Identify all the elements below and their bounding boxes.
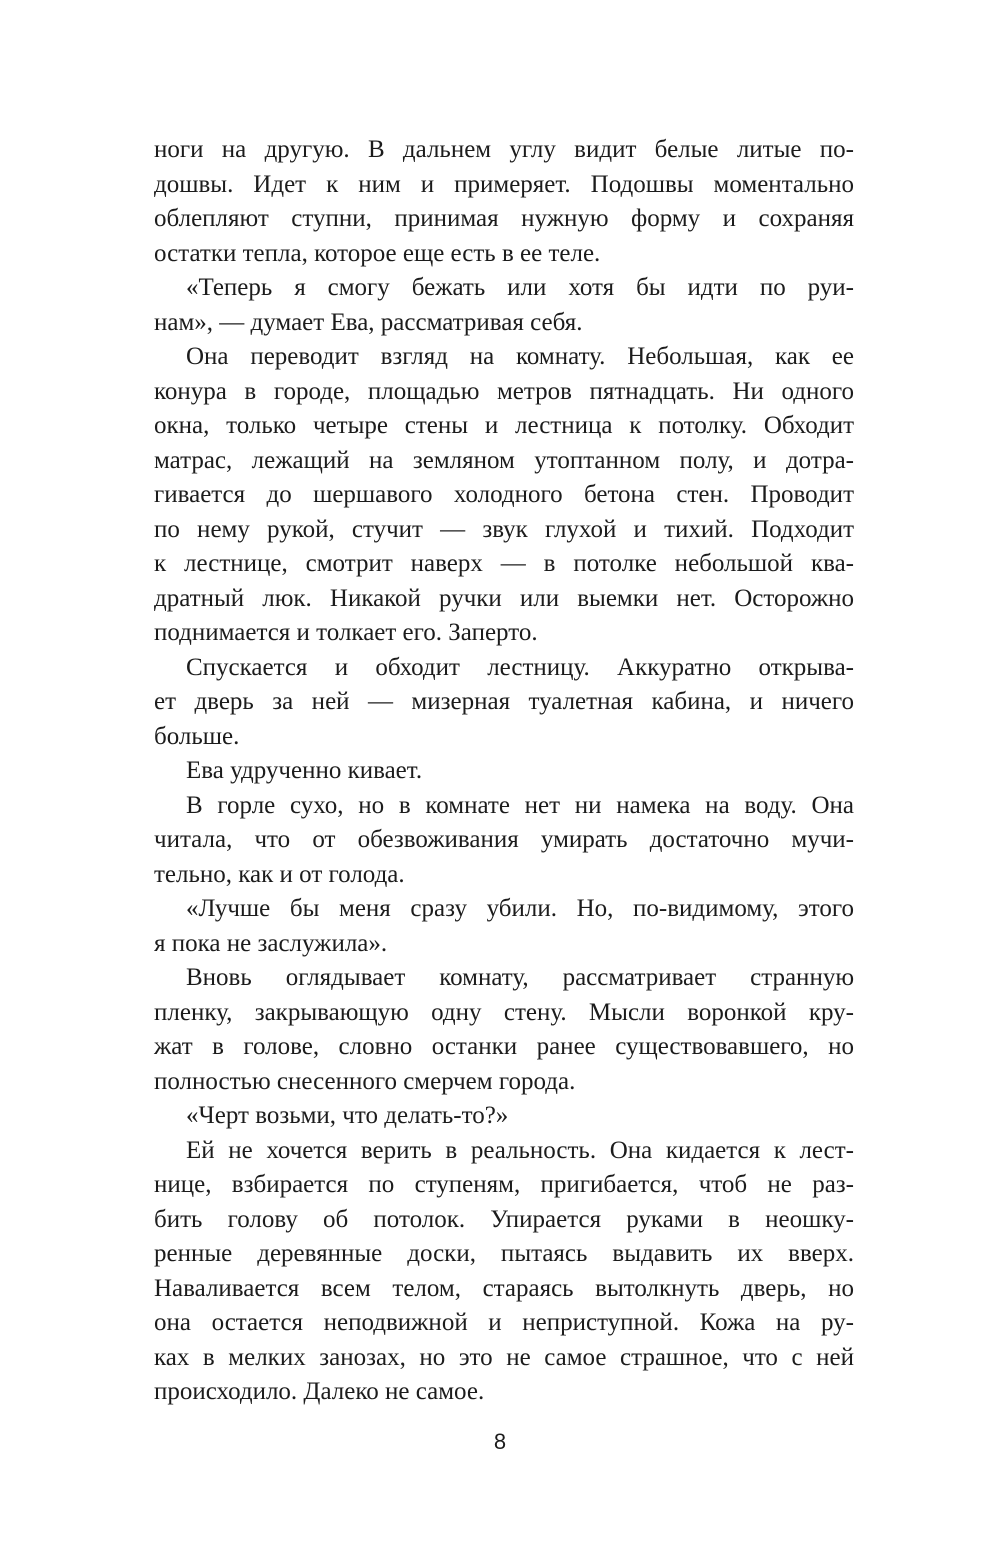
text-line: нам», — думает Ева, рассматривая себя. bbox=[154, 308, 583, 336]
text-line: читала, что от обезвоживания умирать достаточно мучи- bbox=[154, 826, 854, 853]
text-line: по нему рукой, стучит — звук глухой и тихий. Подходит bbox=[154, 515, 854, 543]
text-line: нице, взбирается по ступеням, пригибается, чтоб не раз- bbox=[154, 1171, 854, 1198]
text-line: «Черт возьми, что делать-то?» bbox=[186, 1102, 509, 1129]
text-line: Ева удрученно кивает. bbox=[186, 757, 423, 784]
text-line: Ей не хочется верить в реальность. Она кидается к лест- bbox=[186, 1136, 854, 1164]
text-line: полностью снесенного смерчем города. bbox=[154, 1067, 576, 1095]
text-line: Вновь оглядывает комнату, рассматривает странную bbox=[186, 964, 854, 991]
text-line: происходило. Далеко не самое. bbox=[154, 1378, 485, 1405]
text-line: окна, только четыре стены и лестница к потолку. Обходит bbox=[154, 412, 854, 439]
text-line: я пока не заслужила». bbox=[154, 929, 388, 957]
text-line: Спускается и обходит лестницу. Аккуратно открыва- bbox=[186, 653, 854, 681]
text-line: жат в голове, словно останки ранее существовавшего, но bbox=[154, 1033, 854, 1060]
text-line: Наваливается всем телом, стараясь вытолкнуть дверь, но bbox=[154, 1274, 854, 1302]
text-line: матрас, лежащий на земляном утоптанном полу, и дотра- bbox=[154, 446, 854, 474]
text-line: ках в мелких занозах, но это не самое страшное, что с ней bbox=[154, 1343, 854, 1371]
text-line: дратный люк. Никакой ручки или выемки нет. Осторожно bbox=[154, 584, 854, 612]
text-line: ноги на другую. В дальнем углу видит белые литые по- bbox=[154, 136, 854, 163]
text-line: облепляют ступни, принимая нужную форму и сохраняя bbox=[154, 205, 854, 232]
page-number: 8 bbox=[493, 1429, 507, 1454]
text-line: поднимается и толкает его. Заперто. bbox=[154, 619, 538, 646]
text-line: бить голову об потолок. Упирается руками в неошку- bbox=[154, 1205, 854, 1233]
text-line: «Лучше бы меня сразу убили. Но, по-видимому, этого bbox=[186, 895, 854, 922]
text-line: больше. bbox=[154, 722, 240, 750]
text-line: дошвы. Идет к ним и примеряет. Подошвы моментально bbox=[154, 170, 854, 198]
text-line: к лестнице, смотрит наверх — в потолке небольшой ква- bbox=[154, 550, 854, 577]
text-line: В горле сухо, но в комнате нет ни намека на воду. Она bbox=[186, 791, 854, 819]
body-text bbox=[154, 133, 854, 1410]
text-line: она остается неподвижной и неприступной. Кожа на ру- bbox=[154, 1309, 854, 1336]
text-line: Она переводит взгляд на комнату. Небольшая, как ее bbox=[186, 343, 854, 370]
text-line: гивается до шершавого холодного бетона стен. Проводит bbox=[154, 481, 854, 508]
text-line: ет дверь за ней — мизерная туалетная кабина, и ничего bbox=[154, 688, 854, 715]
text-line: пленку, закрывающую одну стену. Мысли воронкой кру- bbox=[154, 998, 854, 1026]
text-line: «Теперь я смогу бежать или хотя бы идти по руи- bbox=[186, 274, 854, 301]
text-line: конура в городе, площадью метров пятнадцать. Ни одного bbox=[154, 377, 854, 405]
text-line: остатки тепла, которое еще есть в ее теле. bbox=[154, 239, 601, 267]
text-line: тельно, как и от голода. bbox=[154, 860, 405, 888]
text-line: ренные деревянные доски, пытаясь выдавить их вверх. bbox=[154, 1240, 854, 1267]
